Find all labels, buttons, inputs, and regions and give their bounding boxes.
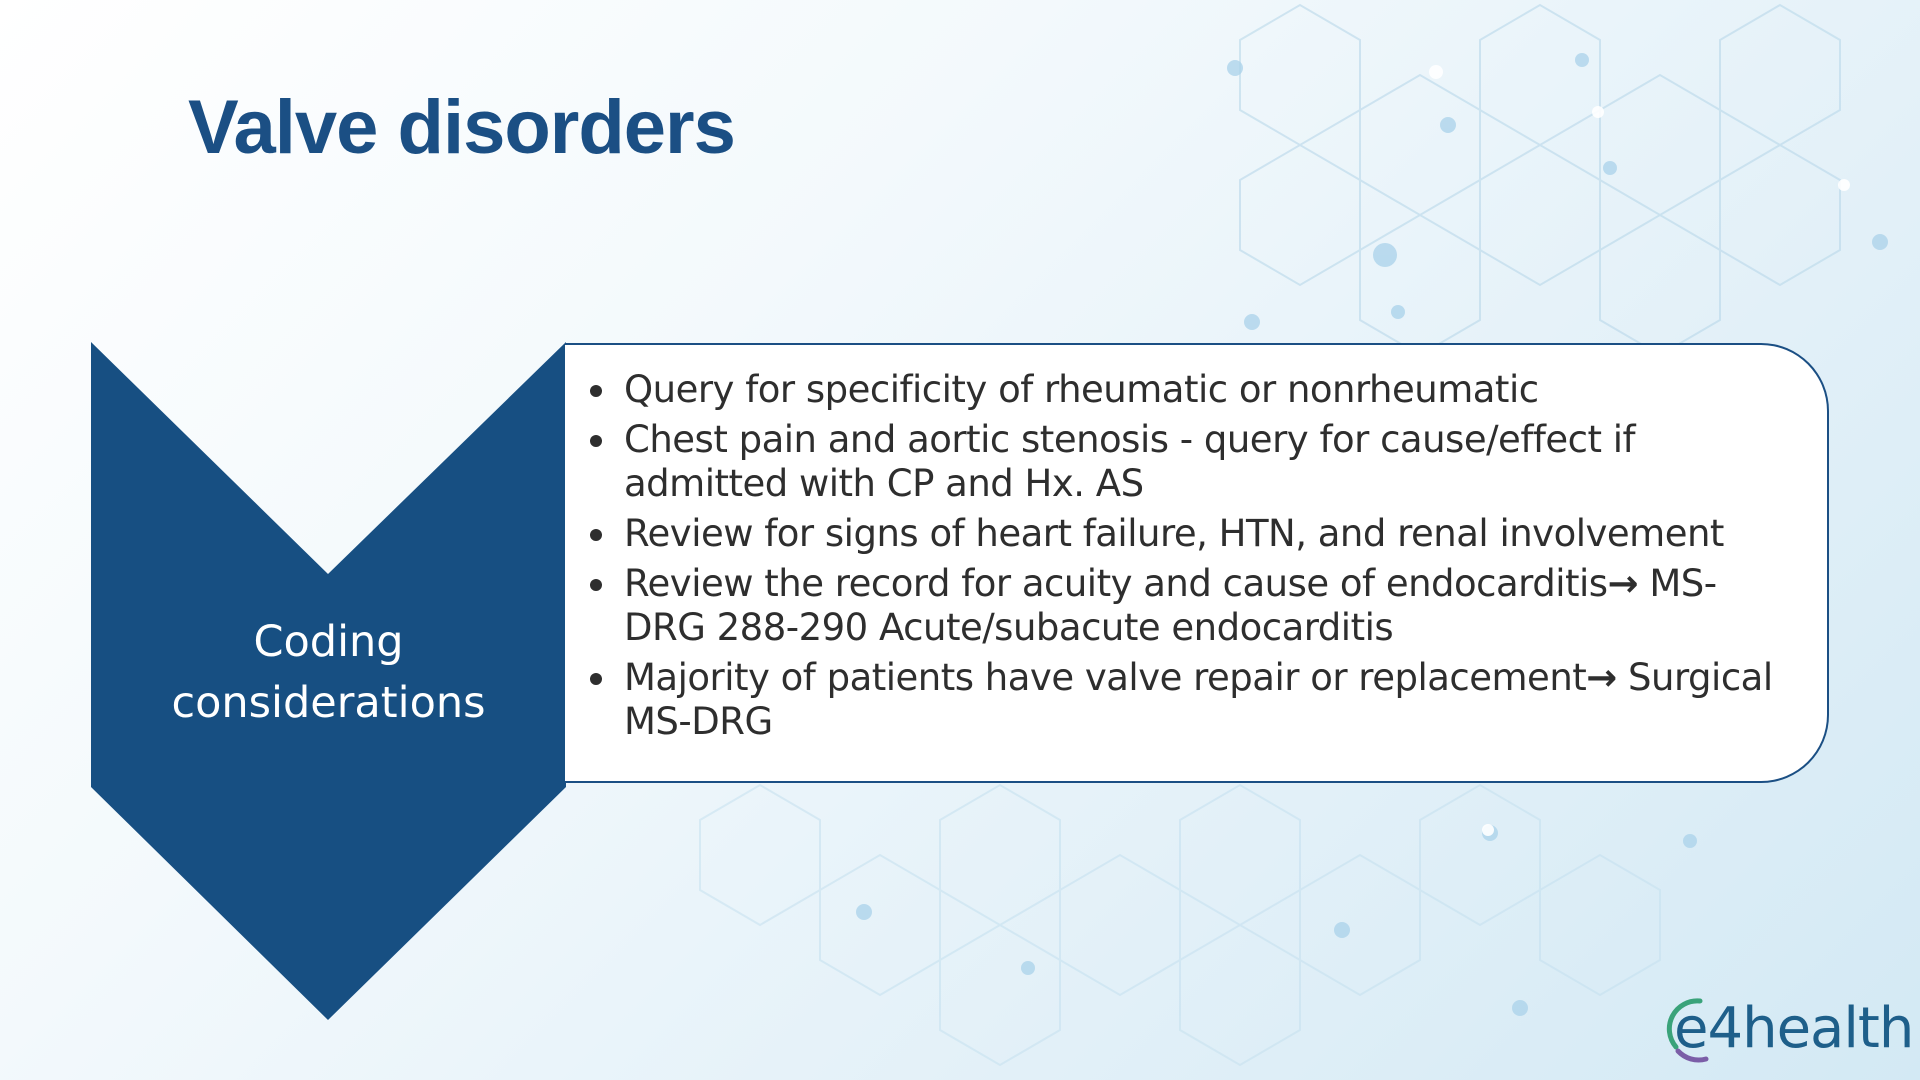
list-item (590, 656, 1790, 744)
bullet-icon (590, 579, 602, 591)
chevron-label-line2: considerations (171, 678, 486, 728)
chevron-label (91, 612, 566, 734)
list-item (590, 368, 1790, 412)
chevron-label-line1: Coding (253, 617, 404, 667)
bullet-icon (590, 529, 602, 541)
bullet-text: Query for specificity of rheumatic or nonrheumatic (624, 368, 1539, 411)
bullet-icon (590, 435, 602, 447)
arrow-right-icon: → (1607, 562, 1639, 605)
e4health-logo (1666, 995, 1914, 1063)
bullet-text: Chest pain and aortic stenosis - query for cause/effect if admitted with CP and Hx. AS (624, 418, 1636, 505)
bullet-icon (590, 673, 602, 685)
bullet-list (590, 368, 1790, 750)
list-item (590, 512, 1790, 556)
arrow-right-icon: → (1586, 656, 1617, 699)
slide-title: Valve disorders (188, 85, 735, 170)
bullet-text: Majority of patients have valve repair or replacement (624, 656, 1587, 699)
bullet-text: Review the record for acuity and cause of endocarditis (624, 562, 1608, 605)
list-item (590, 418, 1790, 506)
bullet-text: MS-DRG 288-290 Acute/subacute endocarditis (624, 562, 1717, 649)
list-item (590, 562, 1790, 650)
bullet-icon (590, 385, 602, 397)
bullet-text: Surgical MS-DRG (624, 656, 1773, 743)
bullet-text: Review for signs of heart failure, HTN, and renal involvement (624, 512, 1724, 555)
logo-text: e4health (1674, 996, 1914, 1061)
